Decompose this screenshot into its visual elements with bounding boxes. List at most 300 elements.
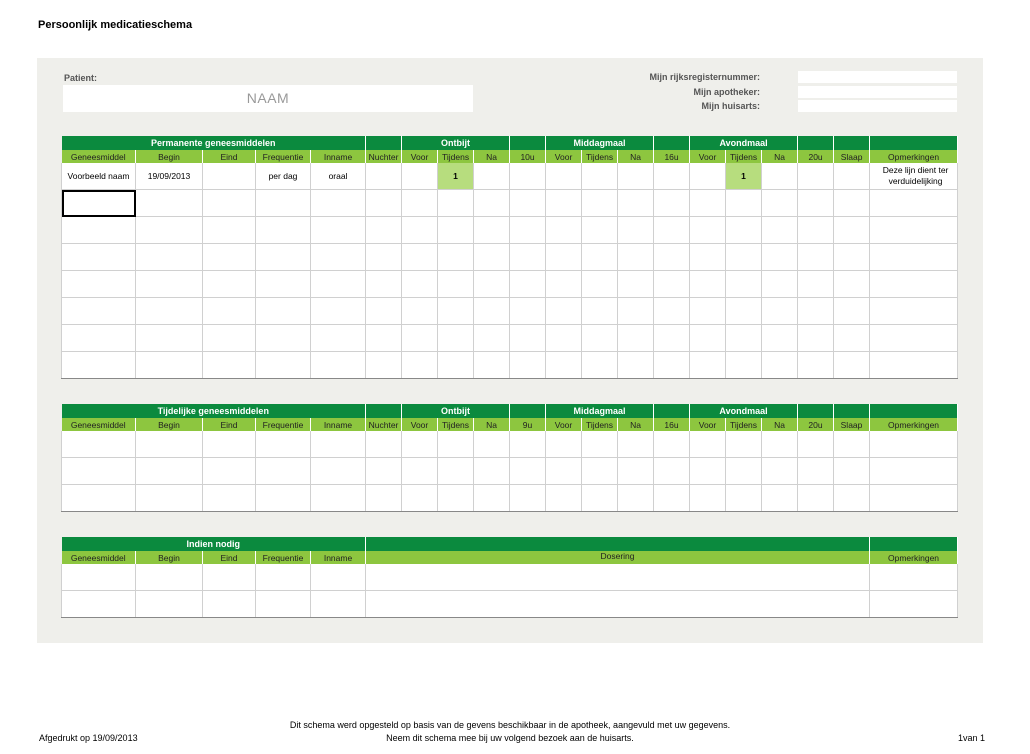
table-cell[interactable]	[366, 352, 402, 379]
table-cell[interactable]	[762, 352, 798, 379]
table-cell[interactable]	[474, 190, 510, 217]
table-cell[interactable]	[62, 217, 136, 244]
table-cell[interactable]	[870, 298, 958, 325]
table-cell[interactable]: Deze lijn dient ter verduidelijking	[870, 163, 958, 190]
table-cell[interactable]	[618, 190, 654, 217]
table-cell[interactable]	[798, 431, 834, 458]
table-cell[interactable]	[62, 325, 136, 352]
table-cell[interactable]	[546, 325, 582, 352]
table-cell[interactable]	[366, 244, 402, 271]
table-cell[interactable]	[726, 431, 762, 458]
table-cell[interactable]	[402, 352, 438, 379]
column-header: Frequentie	[256, 150, 311, 163]
table-cell[interactable]	[438, 298, 474, 325]
table-cell[interactable]	[618, 298, 654, 325]
table-cell[interactable]	[654, 190, 690, 217]
table-cell[interactable]	[311, 458, 366, 485]
table-cell[interactable]	[256, 591, 311, 618]
column-header: Frequentie	[256, 418, 311, 431]
table-cell[interactable]	[203, 431, 256, 458]
table-cell[interactable]	[136, 298, 203, 325]
table-cell[interactable]	[62, 190, 136, 217]
table-cell[interactable]	[474, 325, 510, 352]
table-cell[interactable]: per dag	[256, 163, 311, 190]
table-cell[interactable]	[654, 271, 690, 298]
table-cell[interactable]	[62, 298, 136, 325]
table-cell[interactable]	[256, 244, 311, 271]
table-cell[interactable]	[690, 217, 726, 244]
column-header: Frequentie	[256, 551, 311, 564]
table-cell[interactable]	[546, 298, 582, 325]
table-cell[interactable]	[438, 431, 474, 458]
table-cell[interactable]	[256, 190, 311, 217]
table-cell[interactable]	[798, 244, 834, 271]
rijksregister-label: Mijn rijksregisternummer:	[649, 72, 760, 82]
column-header: 20u	[798, 418, 834, 431]
table-cell[interactable]	[798, 485, 834, 512]
table-cell[interactable]	[834, 217, 870, 244]
table-cell[interactable]	[654, 431, 690, 458]
table-row	[62, 325, 958, 352]
table-cell[interactable]	[690, 458, 726, 485]
table-cell[interactable]	[834, 163, 870, 190]
table-cell[interactable]	[366, 458, 402, 485]
table-cell[interactable]	[366, 485, 402, 512]
table-cell[interactable]	[870, 352, 958, 379]
table-cell[interactable]	[474, 458, 510, 485]
table-cell[interactable]	[402, 217, 438, 244]
table-cell[interactable]	[402, 431, 438, 458]
table-cell[interactable]	[654, 217, 690, 244]
column-header: Voor	[546, 418, 582, 431]
table-cell[interactable]	[546, 485, 582, 512]
table-cell[interactable]	[510, 244, 546, 271]
table-cell[interactable]	[366, 591, 870, 618]
table-cell[interactable]	[402, 271, 438, 298]
table-cell[interactable]	[402, 190, 438, 217]
table-cell[interactable]	[438, 190, 474, 217]
table-cell[interactable]	[311, 190, 366, 217]
table-cell[interactable]	[474, 163, 510, 190]
table-cell[interactable]	[510, 217, 546, 244]
column-header: 20u	[798, 150, 834, 163]
table-cell[interactable]	[762, 190, 798, 217]
table-row	[62, 271, 958, 298]
table-cell[interactable]	[654, 244, 690, 271]
table-cell[interactable]	[366, 431, 402, 458]
table-cell[interactable]	[203, 591, 256, 618]
table-cell[interactable]	[870, 431, 958, 458]
table-cell[interactable]	[203, 564, 256, 591]
table-cell[interactable]	[546, 163, 582, 190]
column-header: Voor	[546, 150, 582, 163]
table-cell[interactable]	[726, 271, 762, 298]
table-cell[interactable]	[256, 485, 311, 512]
table-cell[interactable]	[870, 485, 958, 512]
table-cell[interactable]	[402, 163, 438, 190]
table-cell[interactable]	[690, 190, 726, 217]
table-cell[interactable]	[546, 190, 582, 217]
table-cell[interactable]	[834, 458, 870, 485]
table-cell[interactable]	[726, 217, 762, 244]
apotheker-label: Mijn apotheker:	[693, 87, 760, 97]
table-cell[interactable]	[762, 271, 798, 298]
table-cell[interactable]	[510, 325, 546, 352]
table-cell[interactable]	[834, 298, 870, 325]
table-cell[interactable]	[510, 271, 546, 298]
column-header: Voor	[690, 418, 726, 431]
table-cell[interactable]	[690, 352, 726, 379]
column-header: Na	[474, 150, 510, 163]
table-cell[interactable]	[438, 217, 474, 244]
table-cell[interactable]	[203, 190, 256, 217]
table-cell[interactable]	[311, 244, 366, 271]
table-cell[interactable]	[582, 485, 618, 512]
table-cell[interactable]	[690, 244, 726, 271]
column-header: 16u	[654, 150, 690, 163]
table-cell[interactable]	[366, 325, 402, 352]
column-header: Na	[762, 150, 798, 163]
table-cell[interactable]	[654, 458, 690, 485]
table-cell[interactable]: oraal	[311, 163, 366, 190]
column-header: Tijdens	[726, 150, 762, 163]
table-cell[interactable]	[136, 271, 203, 298]
group-middagmaal: Middagmaal	[546, 136, 654, 150]
table-cell[interactable]	[834, 190, 870, 217]
table-cell[interactable]	[582, 190, 618, 217]
table-cell[interactable]	[618, 325, 654, 352]
table-cell[interactable]	[834, 325, 870, 352]
column-header: Na	[618, 418, 654, 431]
table-cell[interactable]	[402, 485, 438, 512]
table-cell[interactable]	[474, 217, 510, 244]
table-cell[interactable]	[690, 485, 726, 512]
table-cell[interactable]	[62, 458, 136, 485]
table-cell[interactable]	[546, 458, 582, 485]
table-row	[62, 352, 958, 379]
column-header: 9u	[510, 418, 546, 431]
table-cell[interactable]	[654, 298, 690, 325]
column-header: Begin	[136, 150, 203, 163]
table-cell[interactable]	[870, 244, 958, 271]
table-cell[interactable]	[311, 217, 366, 244]
table-cell[interactable]	[203, 485, 256, 512]
column-header: Begin	[136, 551, 203, 564]
table-cell[interactable]	[834, 244, 870, 271]
table-cell[interactable]	[203, 298, 256, 325]
table-cell[interactable]	[311, 564, 366, 591]
table-cell[interactable]	[798, 458, 834, 485]
column-header: Begin	[136, 418, 203, 431]
table-row	[62, 190, 958, 217]
table-cell[interactable]	[834, 431, 870, 458]
table-cell[interactable]	[474, 431, 510, 458]
table-cell[interactable]	[834, 485, 870, 512]
table-cell[interactable]	[136, 352, 203, 379]
table-cell[interactable]	[726, 298, 762, 325]
table-cell[interactable]	[438, 271, 474, 298]
table-cell[interactable]	[726, 325, 762, 352]
section-title: Indien nodig	[62, 537, 366, 551]
table-cell[interactable]	[726, 244, 762, 271]
table-cell[interactable]	[136, 431, 203, 458]
table-cell[interactable]	[62, 271, 136, 298]
table-cell[interactable]	[798, 352, 834, 379]
table-cell[interactable]	[546, 271, 582, 298]
table-cell[interactable]	[366, 271, 402, 298]
table-cell[interactable]	[762, 325, 798, 352]
column-header: 16u	[654, 418, 690, 431]
table-cell[interactable]	[203, 352, 256, 379]
table-cell[interactable]	[870, 271, 958, 298]
table-row	[62, 431, 958, 458]
table-cell[interactable]	[510, 190, 546, 217]
table-cell[interactable]	[62, 352, 136, 379]
table-cell[interactable]	[690, 271, 726, 298]
table-cell[interactable]	[62, 485, 136, 512]
column-header: Tijdens	[582, 418, 618, 431]
table-cell[interactable]	[203, 271, 256, 298]
table-cell[interactable]	[203, 244, 256, 271]
table-cell[interactable]	[510, 485, 546, 512]
table-cell[interactable]	[690, 325, 726, 352]
column-header: Opmerkingen	[870, 551, 958, 564]
table-cell[interactable]	[762, 163, 798, 190]
huisarts-label: Mijn huisarts:	[701, 101, 760, 111]
group-ontbijt: Ontbijt	[402, 136, 510, 150]
table-cell[interactable]	[136, 244, 203, 271]
table-cell[interactable]	[62, 591, 136, 618]
table-cell[interactable]	[654, 352, 690, 379]
table-cell[interactable]	[654, 163, 690, 190]
table-cell[interactable]	[582, 298, 618, 325]
table-cell[interactable]	[474, 485, 510, 512]
table-cell[interactable]	[582, 352, 618, 379]
rijksregister-field[interactable]	[798, 71, 957, 83]
column-header: Opmerkingen	[870, 150, 958, 163]
table-cell[interactable]	[618, 458, 654, 485]
column-header: Dosering	[366, 551, 870, 564]
table-cell[interactable]	[798, 298, 834, 325]
table-cell[interactable]	[834, 352, 870, 379]
as-needed-medication-table	[61, 537, 958, 618]
column-header: Inname	[311, 551, 366, 564]
printed-date: Afgedrukt op 19/09/2013	[39, 733, 138, 743]
table-cell[interactable]	[402, 244, 438, 271]
table-cell[interactable]	[690, 163, 726, 190]
table-cell[interactable]	[438, 325, 474, 352]
table-cell[interactable]	[762, 485, 798, 512]
table-cell[interactable]	[256, 217, 311, 244]
table-cell[interactable]	[311, 591, 366, 618]
column-header: Nuchter	[366, 150, 402, 163]
column-header: Slaap	[834, 150, 870, 163]
table-cell[interactable]	[798, 190, 834, 217]
column-header: Voor	[690, 150, 726, 163]
table-cell[interactable]	[726, 485, 762, 512]
column-header: Tijdens	[438, 150, 474, 163]
table-cell[interactable]	[311, 271, 366, 298]
table-cell[interactable]: 1	[726, 163, 762, 190]
table-cell[interactable]	[510, 458, 546, 485]
table-cell[interactable]	[618, 485, 654, 512]
table-row	[62, 591, 958, 618]
table-cell[interactable]	[438, 244, 474, 271]
table-cell[interactable]	[762, 217, 798, 244]
table-cell[interactable]	[762, 244, 798, 271]
footer-note-line1: Dit schema werd opgesteld op basis van de gevens beschikbaar in de apotheek, aangevuld met uw gegevens.	[289, 720, 731, 730]
table-cell[interactable]	[136, 591, 203, 618]
table-cell[interactable]	[870, 325, 958, 352]
table-cell[interactable]	[690, 431, 726, 458]
patient-label: Patient:	[64, 73, 98, 83]
table-cell[interactable]	[402, 458, 438, 485]
column-header: Na	[474, 418, 510, 431]
column-header: Tijdens	[582, 150, 618, 163]
table-cell[interactable]	[834, 271, 870, 298]
table-cell[interactable]	[203, 325, 256, 352]
table-cell[interactable]	[136, 485, 203, 512]
table-cell[interactable]	[870, 591, 958, 618]
table-row	[62, 298, 958, 325]
table-cell[interactable]	[311, 485, 366, 512]
table-cell[interactable]	[870, 458, 958, 485]
column-header: Inname	[311, 150, 366, 163]
table-cell[interactable]	[256, 325, 311, 352]
table-cell[interactable]	[311, 431, 366, 458]
table-cell[interactable]	[582, 325, 618, 352]
table-cell[interactable]	[136, 217, 203, 244]
table-cell[interactable]	[438, 458, 474, 485]
table-cell[interactable]	[726, 352, 762, 379]
table-cell[interactable]	[62, 244, 136, 271]
table-cell[interactable]	[618, 352, 654, 379]
table-cell[interactable]	[366, 163, 402, 190]
patient-name-field[interactable]: NAAM	[63, 85, 473, 112]
table-cell[interactable]	[311, 325, 366, 352]
table-cell[interactable]	[402, 298, 438, 325]
table-cell[interactable]	[726, 458, 762, 485]
table-cell[interactable]	[582, 431, 618, 458]
table-cell[interactable]: Voorbeeld naam	[62, 163, 136, 190]
column-header: Tijdens	[726, 418, 762, 431]
table-cell[interactable]	[366, 190, 402, 217]
table-cell[interactable]	[510, 163, 546, 190]
column-header: Slaap	[834, 418, 870, 431]
table-cell[interactable]	[618, 217, 654, 244]
table-cell[interactable]	[582, 458, 618, 485]
table-cell[interactable]	[798, 271, 834, 298]
column-header: Opmerkingen	[870, 418, 958, 431]
table-cell[interactable]	[618, 431, 654, 458]
table-cell[interactable]	[136, 325, 203, 352]
table-cell[interactable]	[256, 564, 311, 591]
table-cell[interactable]	[438, 352, 474, 379]
column-header: Na	[618, 150, 654, 163]
temporary-medication-table	[61, 404, 958, 512]
table-cell[interactable]	[546, 352, 582, 379]
table-cell[interactable]	[510, 298, 546, 325]
table-cell[interactable]	[618, 271, 654, 298]
table-cell[interactable]	[762, 458, 798, 485]
table-cell[interactable]	[136, 458, 203, 485]
table-cell[interactable]	[510, 431, 546, 458]
table-cell[interactable]	[870, 217, 958, 244]
table-cell[interactable]	[311, 298, 366, 325]
footer-note-line2: Neem dit schema mee bij uw volgend bezoek aan de huisarts.	[386, 733, 634, 743]
table-cell[interactable]	[798, 217, 834, 244]
table-cell[interactable]	[798, 325, 834, 352]
table-cell[interactable]	[582, 244, 618, 271]
table-cell[interactable]	[366, 217, 402, 244]
table-cell[interactable]	[726, 190, 762, 217]
table-cell[interactable]	[690, 298, 726, 325]
table-cell[interactable]	[366, 564, 870, 591]
table-row	[62, 163, 958, 190]
table-cell[interactable]	[203, 458, 256, 485]
column-header: Eind	[203, 551, 256, 564]
table-cell[interactable]	[256, 431, 311, 458]
table-cell[interactable]	[870, 190, 958, 217]
section-title: Permanente geneesmiddelen	[62, 136, 366, 150]
table-cell[interactable]	[546, 431, 582, 458]
table-row	[62, 564, 958, 591]
apotheker-field[interactable]	[798, 86, 957, 98]
table-cell[interactable]	[136, 190, 203, 217]
table-cell[interactable]	[510, 352, 546, 379]
table-cell[interactable]: 1	[438, 163, 474, 190]
huisarts-field[interactable]	[798, 100, 957, 112]
column-header: Na	[762, 418, 798, 431]
column-header: Inname	[311, 418, 366, 431]
table-cell[interactable]	[256, 458, 311, 485]
table-cell[interactable]	[256, 298, 311, 325]
table-cell[interactable]	[366, 298, 402, 325]
table-cell[interactable]	[582, 217, 618, 244]
table-cell[interactable]	[870, 564, 958, 591]
table-cell[interactable]	[654, 325, 690, 352]
table-cell[interactable]	[311, 352, 366, 379]
table-cell[interactable]	[62, 564, 136, 591]
table-cell[interactable]	[798, 163, 834, 190]
table-cell[interactable]	[402, 325, 438, 352]
table-cell[interactable]	[474, 271, 510, 298]
table-cell[interactable]	[582, 163, 618, 190]
table-cell[interactable]	[256, 271, 311, 298]
table-cell[interactable]	[582, 271, 618, 298]
table-cell[interactable]	[762, 431, 798, 458]
table-cell[interactable]	[438, 485, 474, 512]
table-cell[interactable]	[546, 244, 582, 271]
table-cell[interactable]	[618, 244, 654, 271]
table-cell[interactable]	[762, 298, 798, 325]
table-cell[interactable]	[546, 217, 582, 244]
table-cell[interactable]: 19/09/2013	[136, 163, 203, 190]
table-cell[interactable]	[474, 352, 510, 379]
table-cell[interactable]	[136, 564, 203, 591]
column-header: Voor	[402, 418, 438, 431]
table-cell[interactable]	[62, 431, 136, 458]
table-cell[interactable]	[203, 217, 256, 244]
table-cell[interactable]	[474, 298, 510, 325]
table-cell[interactable]	[256, 352, 311, 379]
group-avondmaal: Avondmaal	[690, 136, 798, 150]
table-cell[interactable]	[203, 163, 256, 190]
table-cell[interactable]	[474, 244, 510, 271]
table-cell[interactable]	[654, 485, 690, 512]
table-cell[interactable]	[618, 163, 654, 190]
table-row	[62, 458, 958, 485]
